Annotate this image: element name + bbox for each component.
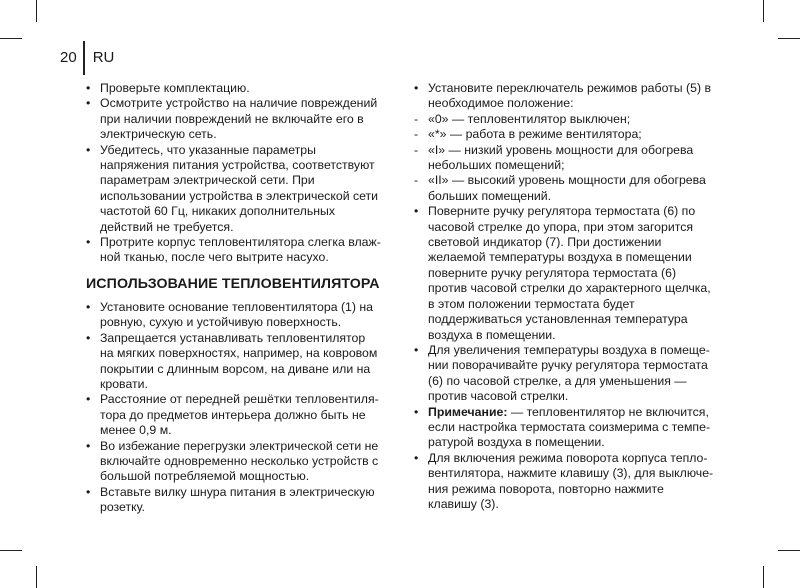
page-number: 20 [60,49,77,66]
note-label: Примечание: [428,404,508,419]
crop-mark [778,38,800,39]
crop-mark [778,550,800,551]
mode-item: - «*» — работа в режиме вентилятора; [414,127,714,142]
crop-mark [36,566,37,588]
list-item: • Протрите корпус тепловентилятора слегка влажной тканью, после чего вытрите насухо. [86,235,382,266]
list-item: • Для включения режима поворота корпуса тепловентилятора, нажмите клавишу (3), для выключения режима поворота, повторно нажмите клавишу (3). [414,451,714,513]
list-item: • Для увеличения температуры воздуха в помещении поворачивайте ручку регулятора термостата (6) по часовой стрелке, а для уменьшения — против часовой стрелки. [414,343,714,405]
note-text: — тепловентилятор не включится, если настройка термостата соизмерима с температурой воздуха в помещении. [428,404,711,450]
crop-mark [763,566,764,588]
list-item: • Установите основание тепловентилятора (1) на ровную, сухую и устойчивую поверхность. [86,300,382,331]
mode-item: - «I» — низкий уровень мощности для обогрева небольших помещений; [414,143,714,174]
list-item: • Запрещается устанавливать тепловентилятор на мягких поверхностях, например, на ковровом покрытии с длинным ворсом, на диване или на кровати. [86,331,382,393]
usage-list [86,300,382,516]
mode-item: - «0» — тепловентилятор выключен; [414,112,714,127]
intro-list [86,81,382,266]
list-item: • Поверните ручку регулятора термостата (6) по часовой стрелке до упора, при этом загорится световой индикатор (7). При достижении желаемой температуры воздуха в помещении поверните ручку регулятора термостата (6) против часовой стрелки до характерного щелчка, в этом положении термостата будет поддерживаться установленная температура воздуха в помещении. [414,204,714,343]
list-item: • Расстояние от передней решётки тепловентилятора до предметов интерьера должно быть не менее 0,9 м. [86,392,382,438]
header-divider [83,41,85,75]
mode-list [428,112,714,204]
crop-mark [763,0,764,22]
list-item [414,81,714,204]
list-item: • Вставьте вилку шнура питания в электрическую розетку. [86,485,382,516]
list-item: • Осмотрите устройство на наличие повреждений при наличии повреждений не включайте его в электрическую сеть. [86,96,382,142]
operation-list [414,81,714,512]
crop-mark [36,0,37,22]
crop-mark [0,38,22,39]
list-item [414,405,714,451]
list-item: • Проверьте комплектацию. [86,81,382,96]
crop-mark [0,550,22,551]
page-header [60,40,114,76]
left-column [86,81,382,516]
section-title: ИСПОЛЬЗОВАНИЕ ТЕПЛОВЕНТИЛЯТОРА [86,275,380,292]
list-item: • Убедитесь, что указанные параметры напряжения питания устройства, соответствуют параметрам электрической сети. При использовании устройства в электрической сети частотой 60 Гц, никаких дополнительных действий не требуется. [86,143,382,235]
mode-intro: Установите переключатель режимов работы (5) в необходимое положение: [428,81,712,111]
right-column [414,81,714,512]
language-label: RU [92,49,115,66]
list-item: • Во избежание перегрузки электрической сети не включайте одновременно несколько устройств с большой потребляемой мощностью. [86,439,382,485]
mode-item: - «II» — высокий уровень мощности для обогрева больших помещений. [414,173,714,204]
